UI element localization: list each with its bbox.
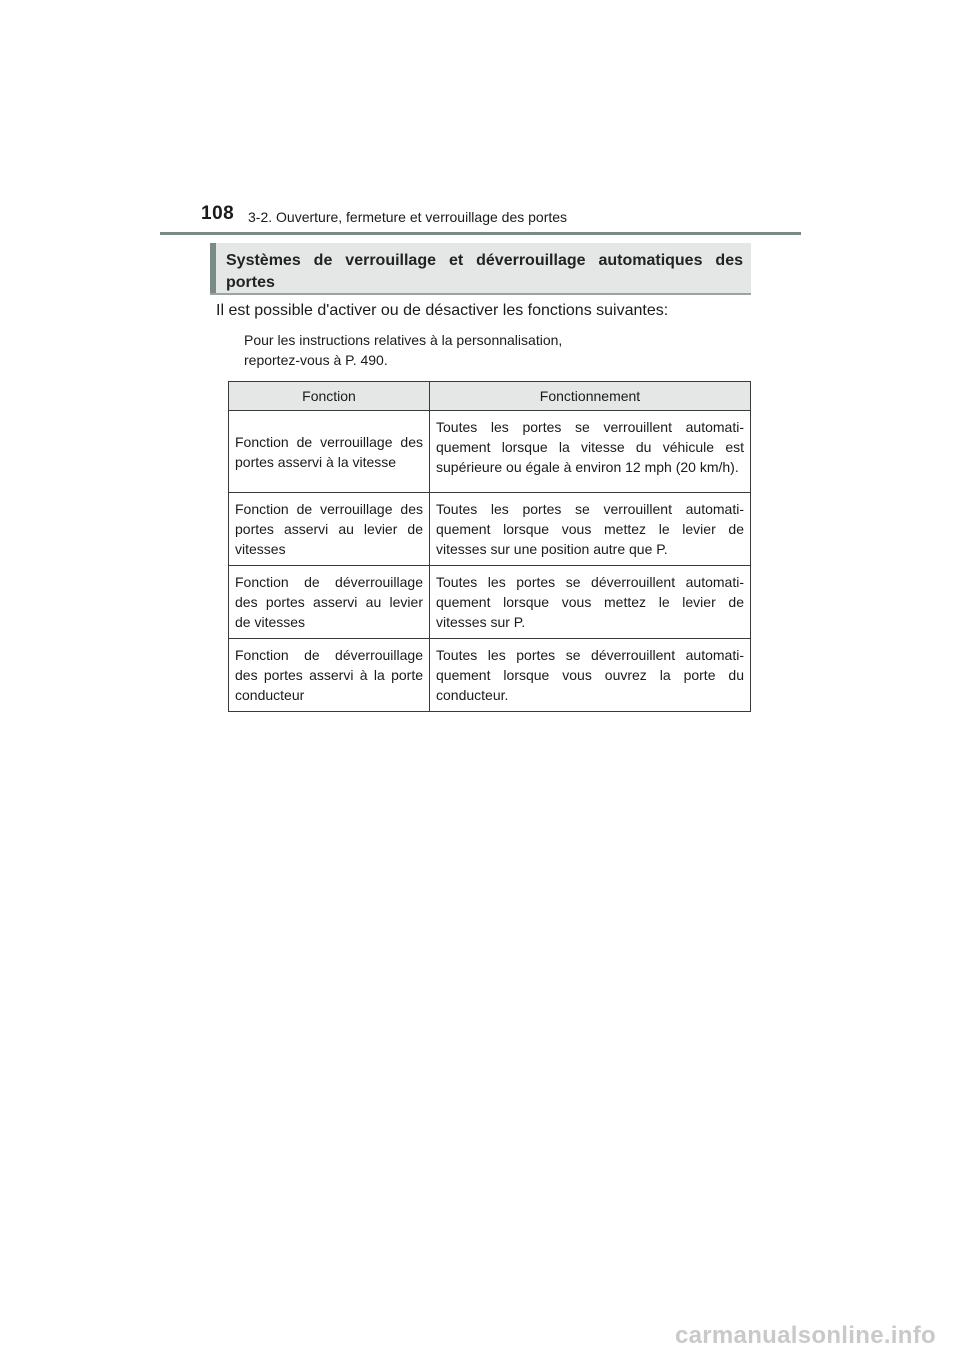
watermark: carmanualsonline.info <box>674 1322 936 1349</box>
note-line-2: reportez-vous à P. 490. <box>244 352 388 368</box>
table-row <box>229 639 751 712</box>
table-row <box>229 493 751 566</box>
cell-fonctionnement: Toutes les portes se verrouillent automati-quement lorsque vous mettez le levier de vitesses sur une position autre que P. <box>430 493 751 566</box>
section-header-bar <box>210 243 216 293</box>
section-title: Systèmes de verrouillage et déverrouillage automatiques des portes <box>226 252 743 291</box>
header-fonction: Fonction <box>229 382 430 411</box>
table-row <box>229 566 751 639</box>
cell-fonctionnement: Toutes les portes se déverrouillent automati-quement lorsque vous mettez le levier de vitesses sur P. <box>430 566 751 639</box>
customization-note <box>244 330 562 370</box>
intro-text: Il est possible d'activer ou de désactiver les fonctions suivantes: <box>216 302 669 319</box>
functions-table <box>228 381 751 712</box>
header-fonctionnement: Fonctionnement <box>430 382 751 411</box>
cell-fonction: Fonction de verrouillage des portes asservi à la vitesse <box>229 411 430 493</box>
page-number: 108 <box>201 203 235 224</box>
section-header <box>210 243 751 295</box>
cell-fonction: Fonction de déverrouillage des portes asservi au levier de vitesses <box>229 566 430 639</box>
note-line-1: Pour les instructions relatives à la personnalisation, <box>244 332 563 348</box>
running-head: 3-2. Ouverture, fermeture et verrouillage des portes <box>248 209 568 225</box>
table-header-row <box>229 382 751 411</box>
cell-fonction: Fonction de déverrouillage des portes asservi à la porte conducteur <box>229 639 430 712</box>
header-rule <box>160 232 801 235</box>
cell-fonction: Fonction de verrouillage des portes asservi au levier de vitesses <box>229 493 430 566</box>
table-row <box>229 411 751 493</box>
cell-fonctionnement: Toutes les portes se déverrouillent automati-quement lorsque vous ouvrez la porte du conducteur. <box>430 639 751 712</box>
cell-fonctionnement: Toutes les portes se verrouillent automati-quement lorsque la vitesse du véhicule est supérieure ou égale à environ 12 mph (20 km/h). <box>430 411 751 493</box>
